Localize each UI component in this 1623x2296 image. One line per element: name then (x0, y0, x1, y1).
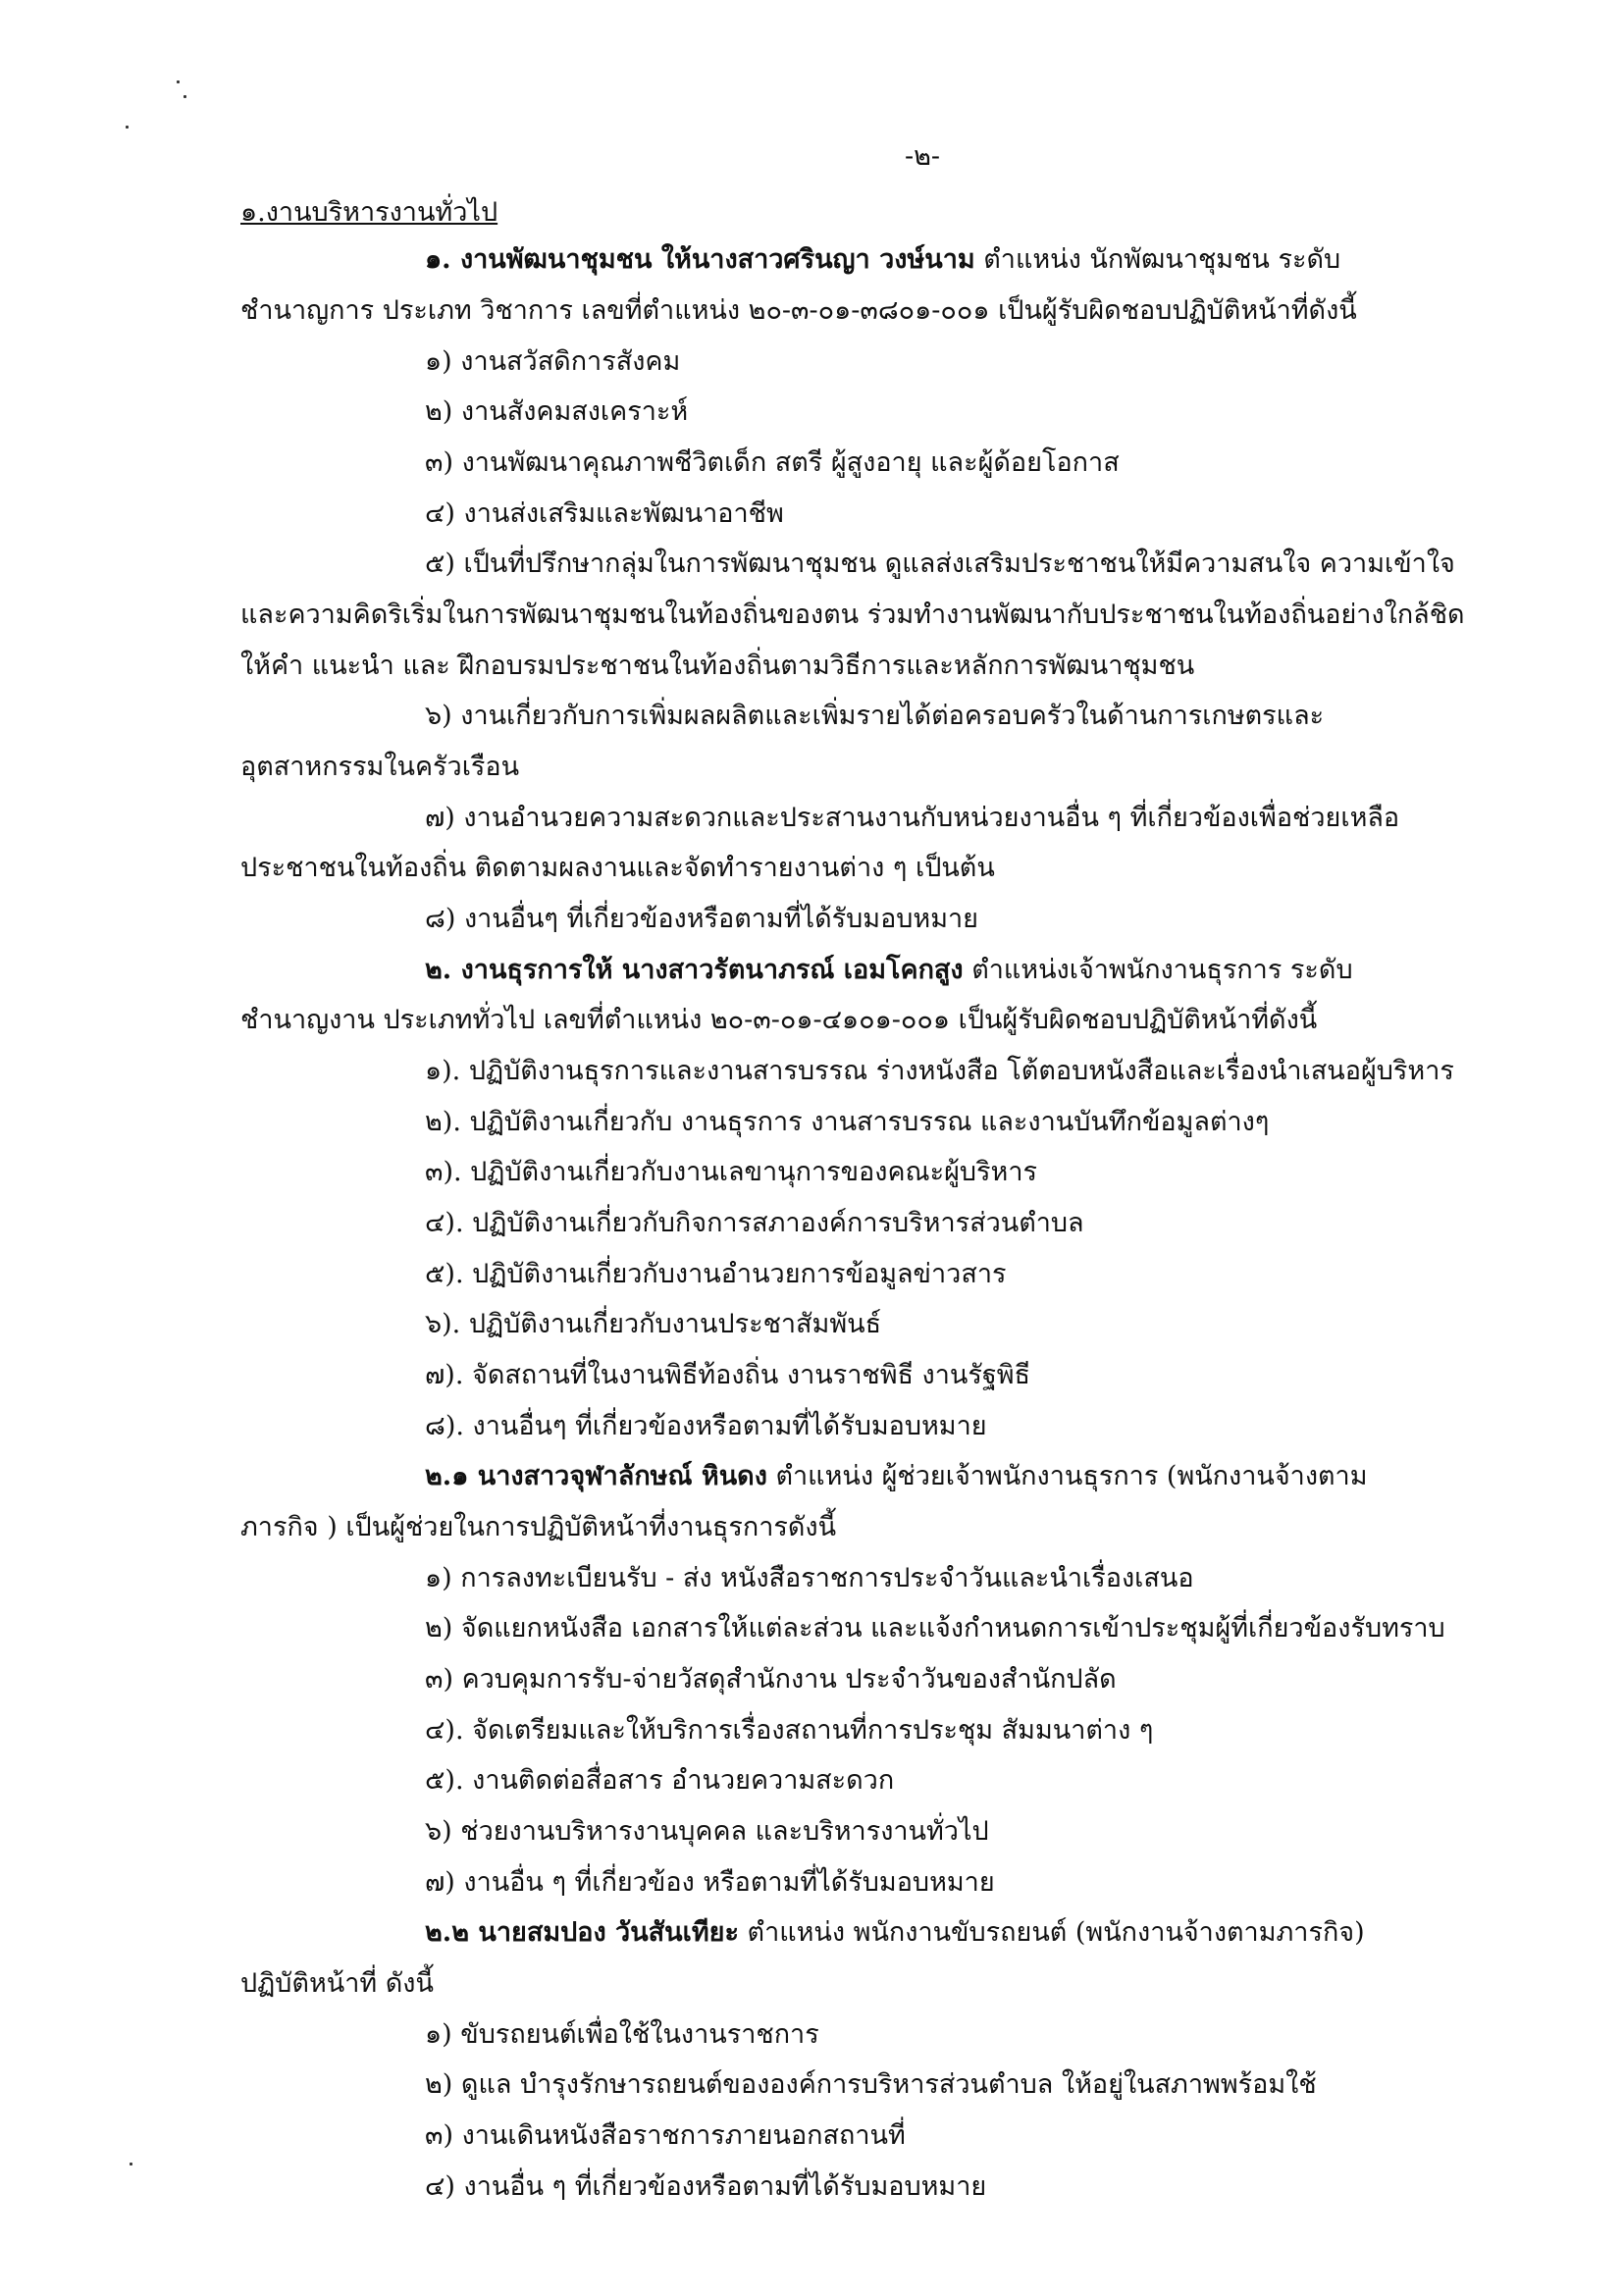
list-item: ๔) งานส่งเสริมและพัฒนาอาชีพ (425, 498, 784, 529)
scan-speck (126, 126, 129, 129)
list-item: ๘) งานอื่นๆ ที่เกี่ยวข้องหรือตามที่ได้รับมอบหมาย (425, 904, 979, 934)
s2-heading-bold: ๒. งานธุรการให้ นางสาวรัตนาภรณ์ เอมโคกสูง (425, 955, 964, 985)
list-item-cont: และความคิดริเริ่มในการพัฒนาชุมชนในท้องถิ่นของตน ร่วมทำงานพัฒนากับประชาชนในท้องถิ่นอย่างใกล้ชิด (240, 600, 1465, 630)
list-item: ๖) ช่วยงานบริหารงานบุคคล และบริหารงานทั่วไป (425, 1816, 989, 1847)
list-item: ๓) ควบคุมการรับ-จ่ายวัสดุสำนักงาน ประจำวันของสำนักปลัด (425, 1664, 1117, 1695)
list-item: ๖). ปฏิบัติงานเกี่ยวกับงานประชาสัมพันธ์ (425, 1309, 882, 1339)
s22-heading-cont: ปฏิบัติหน้าที่ ดังนี้ (240, 1968, 434, 1999)
s21-heading-cont: ภารกิจ ) เป็นผู้ช่วยในการปฏิบัติหน้าที่งานธุรการดังนี้ (240, 1512, 837, 1542)
list-item-cont: อุตสาหกรรมในครัวเรือน (240, 752, 520, 782)
list-item: ๒) ดูแล บำรุงรักษารถยนต์ขององค์การบริหารส่วนตำบล ให้อยู่ในสภาพพร้อมใช้ (425, 2069, 1317, 2100)
list-item-cont: ให้คำ แนะนำ และ ฝึกอบรมประชาชนในท้องถิ่นตามวิธีการและหลักการพัฒนาชุมชน (240, 651, 1195, 681)
scan-speck (130, 2163, 132, 2166)
scan-speck (183, 95, 186, 98)
s22-heading-bold: ๒.๒ นายสมปอง วันสันเทียะ (425, 1917, 739, 1948)
list-item: ๒) จัดแยกหนังสือ เอกสารให้แต่ละส่วน และแจ้งกำหนดการเข้าประชุมผู้ที่เกี่ยวข้องรับทราบ (425, 1613, 1445, 1644)
s1-heading-bold: ๑. งานพัฒนาชุมชน ให้นางสาวศรินญา วงษ์นาม (425, 244, 975, 275)
list-item: ๓) งานเดินหนังสือราชการภายนอกสถานที่ (425, 2120, 906, 2151)
list-item: ๑) ขับรถยนต์เพื่อใช้ในงานราชการ (425, 2019, 819, 2050)
s2-heading (425, 954, 1353, 987)
s1-heading (425, 243, 1340, 277)
list-item: ๑) การลงทะเบียนรับ - ส่ง หนังสือราชการประจำวันและนำเรื่องเสนอ (425, 1563, 1194, 1593)
list-item: ๔). ปฏิบัติงานเกี่ยวกับกิจการสภาองค์การบริหารส่วนตำบล (425, 1208, 1084, 1238)
list-item: ๓). ปฏิบัติงานเกี่ยวกับงานเลขานุการของคณะผู้บริหาร (425, 1157, 1037, 1187)
list-item: ๗). จัดสถานที่ในงานพิธีท้องถิ่น งานราชพิธี งานรัฐพิธี (425, 1360, 1031, 1390)
s1-heading-cont: ชำนาญการ ประเภท วิชาการ เลขที่ตำแหน่ง ๒๐-๓-๐๑-๓๘๐๑-๐๐๑ เป็นผู้รับผิดชอบปฏิบัติหน้าที่ดังนี้ (240, 295, 1357, 326)
list-item: ๑) งานสวัสดิการสังคม (425, 346, 681, 377)
list-item: ๒). ปฏิบัติงานเกี่ยวกับ งานธุรการ งานสารบรรณ และงานบันทึกข้อมูลต่างๆ (425, 1107, 1270, 1137)
list-item: ๑). ปฏิบัติงานธุรการและงานสารบรรณ ร่างหนังสือ โต้ตอบหนังสือและเรื่องนำเสนอผู้บริหาร (425, 1056, 1454, 1086)
list-item-cont: ประชาชนในท้องถิ่น ติดตามผลงานและจัดทำรายงานต่าง ๆ เป็นต้น (240, 853, 995, 883)
s1-heading-rest: ตำแหน่ง นักพัฒนาชุมชน ระดับ (974, 244, 1341, 275)
list-item: ๕). งานติดต่อสื่อสาร อำนวยความสะดวก (425, 1765, 895, 1796)
list-item: ๓) งานพัฒนาคุณภาพชีวิตเด็ก สตรี ผู้สูงอายุ และผู้ด้อยโอกาส (425, 447, 1120, 478)
list-item: ๕). ปฏิบัติงานเกี่ยวกับงานอำนวยการข้อมูลข่าวสาร (425, 1259, 1007, 1289)
page-number: -๒- (904, 141, 941, 172)
list-item: ๖) งานเกี่ยวกับการเพิ่มผลผลิตและเพิ่มรายได้ต่อครอบครัวในด้านการเกษตรและ (425, 701, 1325, 731)
s21-heading-rest: ตำแหน่ง ผู้ช่วยเจ้าพนักงานธุรการ (พนักงานจ้างตาม (766, 1461, 1368, 1491)
s22-heading-rest: ตำแหน่ง พนักงานขับรถยนต์ (พนักงานจ้างตามภารกิจ) (738, 1917, 1365, 1948)
list-item: ๗) งานอำนวยความสะดวกและประสานงานกับหน่วยงานอื่น ๆ ที่เกี่ยวข้องเพื่อช่วยเหลือ (425, 803, 1400, 833)
s2-heading-cont: ชำนาญงาน ประเภททั่วไป เลขที่ตำแหน่ง ๒๐-๓-๐๑-๔๑๐๑-๐๐๑ เป็นผู้รับผิดชอบปฏิบัติหน้าที่ดังนี้ (240, 1005, 1318, 1035)
s21-heading (425, 1460, 1368, 1493)
list-item: ๒) งานสังคมสงเคราะห์ (425, 396, 689, 427)
list-item: ๔) งานอื่น ๆ ที่เกี่ยวข้องหรือตามที่ได้รับมอบหมาย (425, 2171, 987, 2202)
list-item: ๘). งานอื่นๆ ที่เกี่ยวข้องหรือตามที่ได้รับมอบหมาย (425, 1411, 987, 1441)
list-item: ๗) งานอื่น ๆ ที่เกี่ยวข้อง หรือตามที่ได้รับมอบหมาย (425, 1867, 995, 1898)
s22-heading (425, 1916, 1365, 1950)
scan-speck (177, 80, 180, 83)
list-item: ๕) เป็นที่ปรึกษากลุ่มในการพัฒนาชุมชน ดูแลส่งเสริมประชาชนให้มีความสนใจ ความเข้าใจ (425, 548, 1455, 579)
s2-heading-rest: ตำแหน่งเจ้าพนักงานธุรการ ระดับ (963, 955, 1353, 985)
s21-heading-bold: ๒.๑ นางสาวจุฬาลักษณ์ หินดง (425, 1461, 767, 1491)
list-item: ๔). จัดเตรียมและให้บริการเรื่องสถานที่การประชุม สัมมนาต่าง ๆ (425, 1715, 1154, 1746)
section-heading: ๑.งานบริหารงานทั่วไป (240, 197, 498, 228)
